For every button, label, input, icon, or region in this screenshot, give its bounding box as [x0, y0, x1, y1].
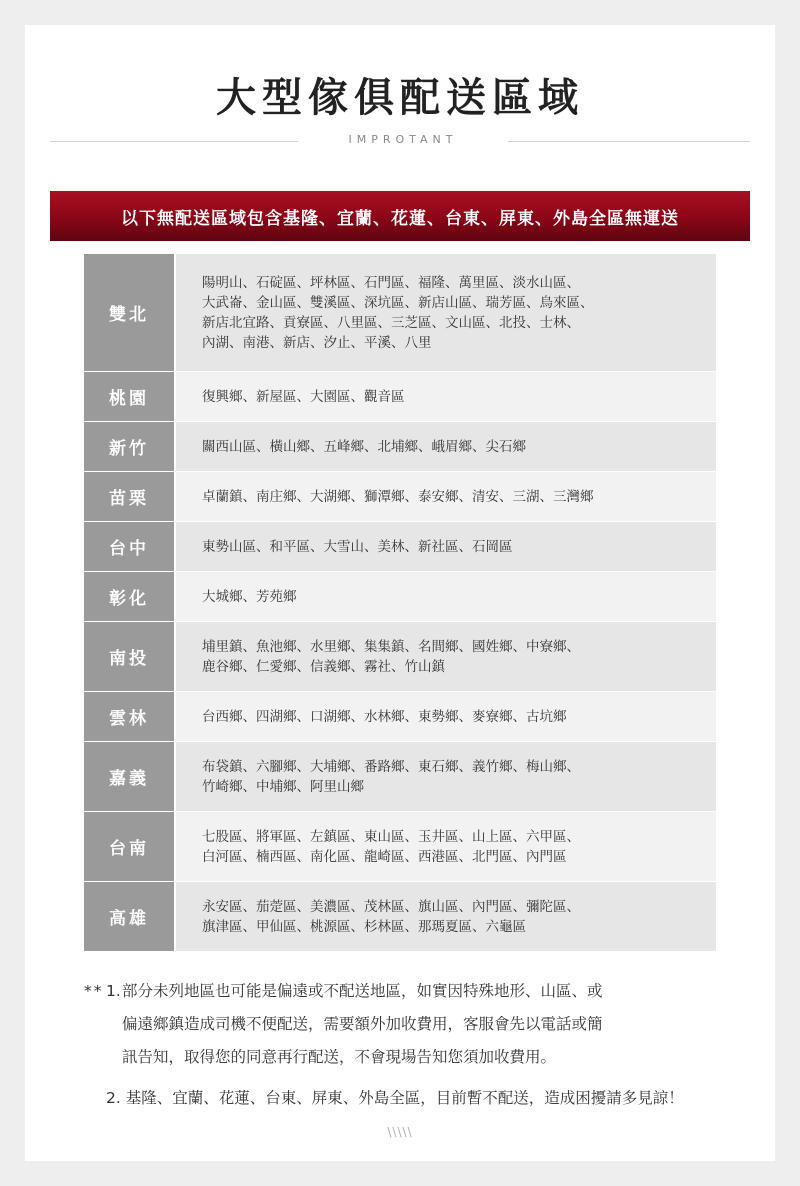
region-row — [84, 742, 716, 811]
page-subtitle: IMPROTANT — [348, 133, 458, 146]
area-line: 復興鄉、新屋區、大園區、觀音區 — [202, 388, 405, 405]
footer-mark: \\\\\ — [387, 1125, 413, 1139]
region-areas — [176, 742, 716, 811]
area-line: 內湖、南港、新店、汐止、平溪、八里 — [202, 334, 432, 351]
area-line: 東勢山區、和平區、大雪山、美林、新社區、石岡區 — [202, 538, 513, 555]
region-name: 雲林 — [84, 692, 176, 741]
region-name: 新竹 — [84, 422, 176, 471]
divider-right — [508, 141, 750, 142]
region-areas — [176, 372, 716, 421]
region-name: 彰化 — [84, 572, 176, 621]
region-areas — [176, 812, 716, 881]
area-line: 新店北宜路、貢寮區、八里區、三芝區、文山區、北投、士林、 — [202, 314, 580, 331]
region-row — [84, 422, 716, 471]
area-line: 竹崎鄉、中埔鄉、阿里山鄉 — [202, 778, 364, 795]
area-line: 卓蘭鎮、南庄鄉、大湖鄉、獅潭鄉、泰安鄉、清安、三湖、三灣鄉 — [202, 488, 594, 505]
region-row — [84, 622, 716, 691]
area-line: 陽明山、石碇區、坪林區、石門區、福隆、萬里區、淡水山區、 — [202, 274, 580, 291]
region-name: 南投 — [84, 622, 176, 691]
region-name: 台南 — [84, 812, 176, 881]
region-areas — [176, 692, 716, 741]
region-row — [84, 692, 716, 741]
region-name: 桃園 — [84, 372, 176, 421]
area-line: 布袋鎮、六腳鄉、大埔鄉、番路鄉、東石鄉、義竹鄉、梅山鄉、 — [202, 758, 580, 775]
page-title: 大型傢俱配送區域 — [216, 74, 584, 121]
region-name: 雙北 — [84, 254, 176, 371]
note-2: 2. 基隆、宜蘭、花蓮、台東、屏東、外島全區，目前暫不配送，造成困擾請多見諒！ — [106, 1089, 684, 1107]
region-areas — [176, 522, 716, 571]
region-row — [84, 522, 716, 571]
region-areas — [176, 422, 716, 471]
region-row — [84, 882, 716, 951]
note-1-line: 訊告知，取得您的同意再行配送，不會現場告知您須加收費用。 — [122, 1048, 557, 1066]
area-line: 大武崙、金山區、雙溪區、深坑區、新店山區、瑞芳區、烏來區、 — [202, 294, 594, 311]
region-areas — [176, 882, 716, 951]
region-row — [84, 572, 716, 621]
notes-section — [86, 975, 746, 1115]
delivery-region-table — [84, 254, 716, 952]
divider-left — [50, 141, 298, 142]
area-line: 鹿谷鄉、仁愛鄉、信義鄉、霧社、竹山鎮 — [202, 658, 445, 675]
region-name: 嘉義 — [84, 742, 176, 811]
area-line: 台西鄉、四湖鄉、口湖鄉、水林鄉、東勢鄉、麥寮鄉、古坑鄉 — [202, 708, 567, 725]
note-1-line: 偏遠鄉鎮造成司機不便配送，需要額外加收費用，客服會先以電話或簡 — [122, 1015, 603, 1033]
region-row — [84, 812, 716, 881]
note-1-line: 部分未列地區也可能是偏遠或不配送地區，如實因特殊地形、山區、或 — [122, 982, 603, 1000]
no-delivery-banner: 以下無配送區域包含基隆、宜蘭、花蓮、台東、屏東、外島全區無運送 — [50, 191, 750, 241]
region-row — [84, 372, 716, 421]
note-1 — [86, 975, 746, 1074]
region-areas — [176, 472, 716, 521]
area-line: 永安區、茄萣區、美濃區、茂林區、旗山區、內門區、彌陀區、 — [202, 898, 580, 915]
region-name: 高雄 — [84, 882, 176, 951]
note-marker: ** — [84, 982, 104, 1000]
subtitle-row — [50, 131, 750, 151]
area-line: 關西山區、橫山鄉、五峰鄉、北埔鄉、峨眉鄉、尖石鄉 — [202, 438, 526, 455]
region-areas — [176, 622, 716, 691]
note-1-number: 1. — [106, 982, 121, 1000]
area-line: 大城鄉、芳苑鄉 — [202, 588, 297, 605]
region-name: 台中 — [84, 522, 176, 571]
region-areas — [176, 254, 716, 371]
region-row — [84, 472, 716, 521]
area-line: 埔里鎮、魚池鄉、水里鄉、集集鎮、名間鄉、國姓鄉、中寮鄉、 — [202, 638, 580, 655]
area-line: 旗津區、甲仙區、桃源區、杉林區、那瑪夏區、六龜區 — [202, 918, 526, 935]
region-name: 苗栗 — [84, 472, 176, 521]
area-line: 白河區、楠西區、南化區、龍崎區、西港區、北門區、內門區 — [202, 848, 567, 865]
region-row — [84, 254, 716, 371]
region-areas — [176, 572, 716, 621]
area-line: 七股區、將軍區、左鎮區、東山區、玉井區、山上區、六甲區、 — [202, 828, 580, 845]
